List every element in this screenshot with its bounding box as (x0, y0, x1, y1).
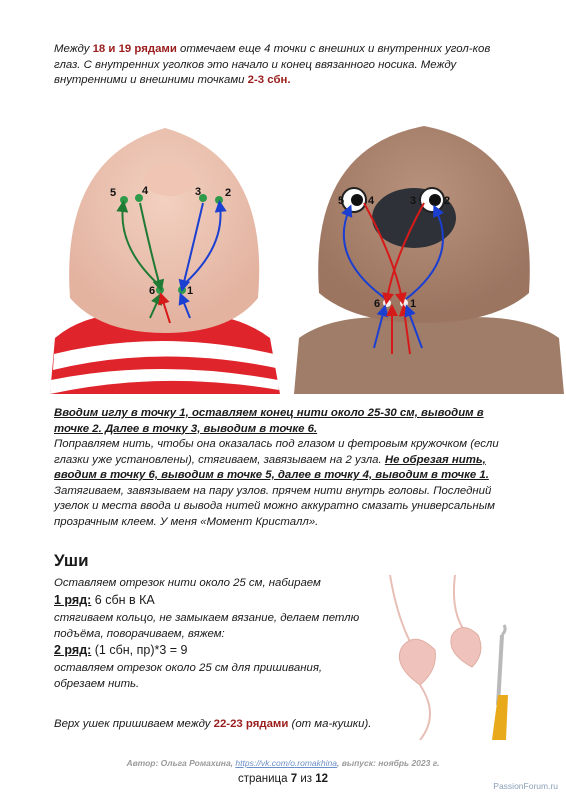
photo-crochet-ears (380, 575, 530, 740)
intro-stitches-highlight: 2-3 сбн. (247, 74, 291, 86)
page-total: 12 (315, 773, 329, 785)
instruction-step-1: Вводим иглу в точку 1, оставляем конец нити около 25-30 см, выводим в точке 2. Далее в точку 3, выводим в точке 6. (54, 407, 484, 435)
ears-row-2 (54, 643, 366, 659)
ears-line-3: оставляем отрезок около 25 см для пришивания, обрезаем нить. (54, 662, 323, 690)
point-label: 6 (149, 285, 156, 297)
ears-line-4-text: Верх ушек пришиваем между (54, 718, 214, 730)
point-label: 5 (338, 195, 345, 207)
point-label: 3 (195, 186, 202, 198)
photo-pink-toy-head (30, 118, 300, 394)
instruction-text-2: Затягиваем, завязываем на пару узлов. прячем нити внутрь головы. Последний узелок и места ввода и вывода нитей можно аккуратно смазать универсальным прозрачным клеем. У меня «Момент Кристалл». (54, 484, 495, 528)
point-label: 6 (374, 298, 381, 310)
point-label: 2 (225, 187, 232, 199)
author-link[interactable]: https://vk.com/o.romakhina (235, 758, 337, 768)
row-1-label: 1 ряд: (54, 593, 92, 607)
instruction-text-1: Поправляем нить, чтобы она оказалась под глазом и фетровым кружочком (если глазки уже установлены), стягиваем, завязываем на 2 узла. (54, 438, 499, 466)
point-label: 3 (410, 195, 417, 207)
ears-line-4-end: (от ма-кушки). (288, 718, 372, 730)
page-prefix: страница (237, 773, 291, 785)
ears-line-4 (54, 717, 396, 733)
instructions-paragraph (54, 406, 516, 530)
intro-rows-highlight: 18 и 19 рядами (92, 43, 177, 55)
point-label: 5 (110, 187, 117, 199)
ears-line-2: стягиваем кольцо, не замыкаем вязание, делаем петлю подъёма, поворачиваем, вяжем: (54, 612, 360, 640)
intro-text-2: отмечаем еще 4 точки с внешних и внутренних угол-ков глаз. С внутренних уголков это начало и конец ввязанного носика. Между внутренними и внешними точками (54, 43, 491, 86)
watermark: PassionForum.ru (493, 781, 558, 791)
footer-author: Автор: Ольга Ромахина, (126, 758, 236, 768)
brown-body (294, 317, 564, 394)
photo-brown-toy-head (294, 118, 564, 394)
ears-line-1: Оставляем отрезок нити около 25 см, набираем (54, 577, 321, 589)
row-1-text: 6 сбн в КА (91, 593, 155, 607)
point-label: 2 (444, 195, 451, 207)
page-of: из (297, 773, 316, 785)
row-2-text: (1 сбн, пр)*3 = 9 (91, 643, 188, 657)
page-current: 7 (290, 773, 298, 785)
page-number (0, 773, 566, 785)
intro-text-1: Между (54, 43, 93, 55)
footer-release: , выпуск: ноябрь 2023 г. (336, 758, 440, 768)
intro-paragraph (54, 42, 516, 89)
section-heading-ears: Уши (54, 551, 89, 570)
footer-credits (0, 758, 566, 768)
nose-bump (144, 164, 196, 196)
point-label: 1 (410, 298, 417, 310)
point-label: 4 (368, 195, 375, 207)
row-2-label: 2 ряд: (54, 643, 92, 657)
instruction-step-2: Не обрезая нить, вводим в точку 6, выводим в точке 5, далее в точку 4, выводим в точке 1. (54, 453, 489, 481)
ears-row-1 (54, 593, 366, 609)
point-label: 1 (187, 285, 194, 297)
ears-rows-highlight: 22-23 рядами (213, 718, 289, 730)
point-label: 4 (142, 185, 149, 197)
